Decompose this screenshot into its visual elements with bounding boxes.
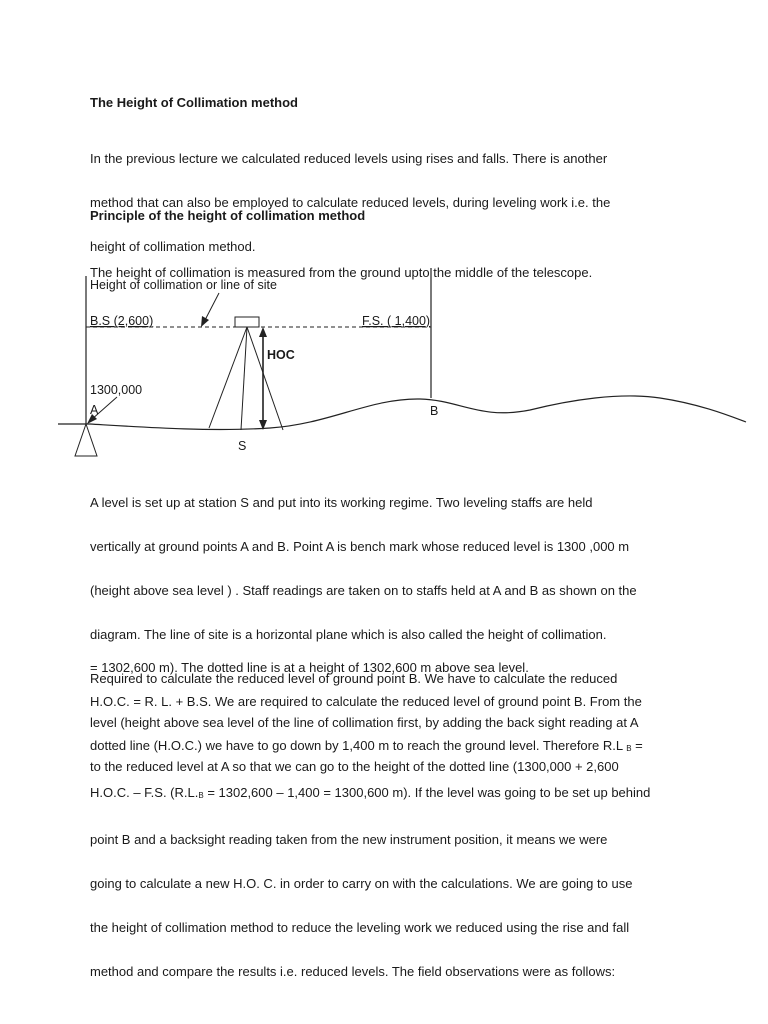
telescope bbox=[235, 317, 259, 327]
benchmark-triangle bbox=[75, 424, 97, 456]
para-line: H.O.C. – F.S. ($R.L._B = 1302,600 - 1,400 = 1300,600$ m). If the level was going to be set up behind bbox=[90, 785, 651, 800]
para-line: to the reduced level at A so that we can go to the height of the dotted line (1300,000 + 2,600 bbox=[90, 759, 619, 774]
intro-line: In the previous lecture we calculated reduced levels using rises and falls. There is another bbox=[90, 151, 608, 166]
para-line: vertically at ground points A and B. Point A is bench mark whose reduced level is 1300 ,000 m bbox=[90, 539, 630, 554]
para-line: A level is set up at station S and put into its working regime. Two leveling staffs are held bbox=[90, 495, 593, 510]
para-line: H.O.C. = R. L. + B.S. We are required to calculate the reduced level of ground point B. From the bbox=[90, 694, 642, 709]
label-fs: F.S. ( 1,400) bbox=[362, 314, 431, 328]
hoc-paragraph bbox=[90, 669, 690, 1005]
para-line: = 1302,600 m). The dotted line is at a height of 1302,600 m above sea level. bbox=[90, 660, 529, 675]
intro-line: method that can also be employed to calculate reduced levels, during leveling work i.e. the bbox=[90, 195, 611, 210]
para-line: method and compare the results i.e. reduced levels. The field observations were as follows: bbox=[90, 964, 616, 979]
para-line: point B and a backsight reading taken from the new instrument position, it means we were bbox=[90, 832, 608, 847]
intro-line: height of collimation method. bbox=[90, 239, 256, 254]
label-bs: B.S (2,600) bbox=[90, 314, 154, 328]
collimation-diagram bbox=[0, 260, 768, 460]
para-line: going to calculate a new H.O. C. in order to carry on with the calculations. We are going to use bbox=[90, 876, 633, 891]
label-s: S bbox=[238, 439, 247, 453]
principle-line: The height of collimation is measured from the ground upto the middle of the telescope. bbox=[90, 265, 593, 280]
para-line: diagram. The line of site is a horizontal plane which is also called the height of collimation. bbox=[90, 627, 607, 642]
label-rl: 1300,000 bbox=[90, 383, 143, 397]
label-a: A bbox=[90, 403, 99, 417]
para-line: Required to calculate the reduced level of ground point B. We have to calculate the reduced bbox=[90, 671, 618, 686]
label-b: B bbox=[430, 404, 439, 418]
para-line: dotted line (H.O.C.) we have to go down by 1,400 m to reach the ground level. Therefore R.L $_B$ = bbox=[90, 738, 643, 753]
label-hoc: HOC bbox=[267, 348, 295, 362]
ground-profile bbox=[58, 396, 746, 430]
para-line: level (height above sea level of the line of collimation first, by adding the back sight reading at A bbox=[90, 715, 639, 730]
page-title: The Height of Collimation method bbox=[90, 95, 298, 110]
para-line: (height above sea level ) . Staff readings are taken on to staffs held at A and B as shown on the bbox=[90, 583, 637, 598]
para-line: the height of collimation method to reduce the leveling work we reduced using the rise and fall bbox=[90, 920, 630, 935]
pointer-arrow bbox=[204, 293, 219, 322]
principle-heading: Principle of the height of collimation method bbox=[90, 208, 366, 223]
label-collimation: Height of collimation or line of site bbox=[90, 278, 277, 292]
